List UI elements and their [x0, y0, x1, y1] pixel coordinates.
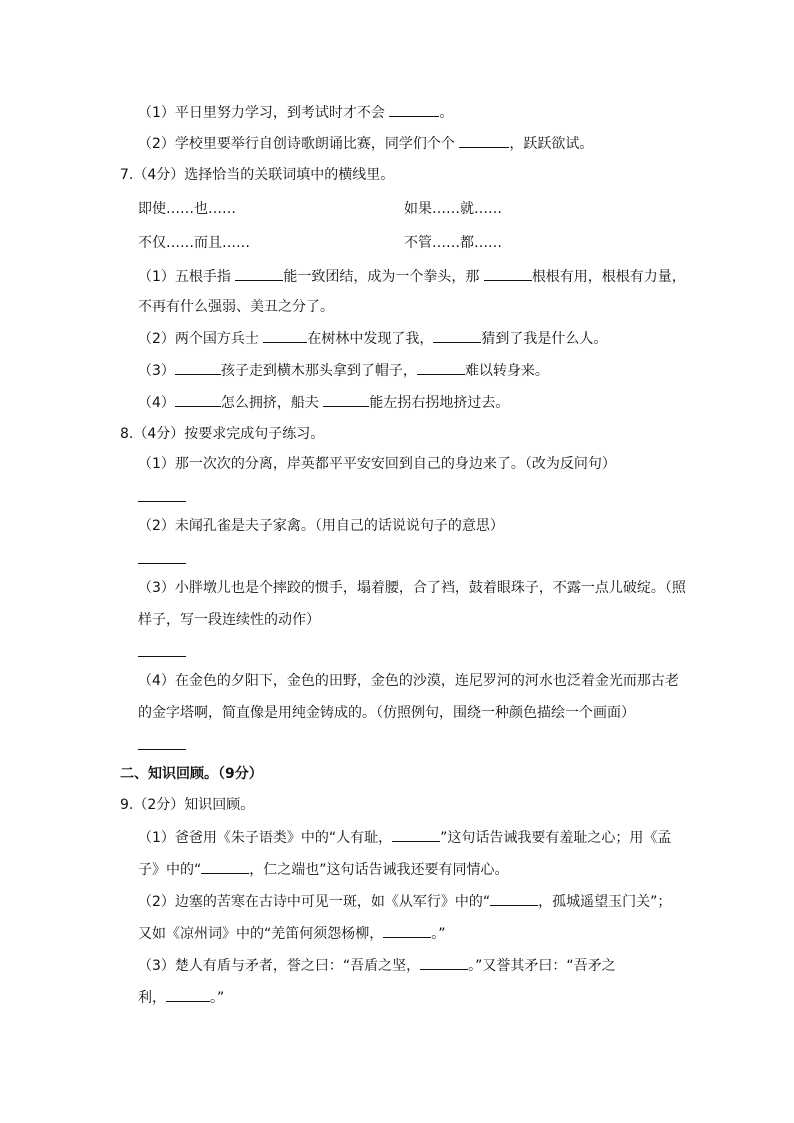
text: ”这句话告诫我要有羞耻之心；用《孟 [440, 830, 672, 846]
text: 利， [138, 990, 166, 1006]
text: （3） [138, 363, 175, 379]
text: 根根有用，根根有力量， [531, 269, 686, 285]
answer-blank[interactable] [235, 266, 283, 281]
text: 。 [439, 105, 454, 121]
q7-sentence-3 [138, 360, 549, 381]
answer-blank[interactable] [392, 827, 440, 842]
q8-answer-line-1[interactable] [138, 501, 186, 502]
text: 子》中的“ [138, 862, 202, 878]
q7-option-4: 不管……都…… [404, 235, 502, 251]
text: （1）平日里努力学习，到考试时才不会 [138, 105, 390, 121]
q8-answer-line-3[interactable] [138, 656, 186, 657]
answer-blank[interactable] [490, 891, 538, 906]
answer-blank[interactable] [417, 360, 465, 375]
q6-sentence-2 [138, 133, 593, 154]
q9-line-6 [138, 987, 224, 1008]
text: 怎么拥挤，船夫 [220, 395, 324, 411]
q8-sentence-4-cont: 的金字塔啊，简直像是用纯金铸成的。（仿照例句，围绕一种颜色描绘一个画面） [138, 705, 635, 721]
text: ，仁之端也”这句话告诫我还要有同情心。 [249, 862, 509, 878]
section-2-heading: 二、知识回顾。（9分） [120, 766, 263, 782]
text: ，孤城遥望玉门关”； [538, 894, 672, 910]
text: （3）楚人有盾与矛者，誉之曰：“吾盾之坚， [138, 958, 421, 974]
q7-title: 7.（4分）选择恰当的关联词填中的横线里。 [120, 167, 395, 183]
text: （4） [138, 395, 175, 411]
answer-blank[interactable] [201, 859, 249, 874]
answer-blank[interactable] [420, 955, 468, 970]
text: 在树林中发现了我， [307, 331, 434, 347]
text: 能左拐右拐地挤过去。 [369, 395, 510, 411]
q7-sentence-1 [138, 266, 686, 287]
q8-sentence-3-cont: 样子，写一段连续性的动作） [138, 612, 320, 628]
q7-option-1: 即使……也…… [138, 201, 236, 217]
text: 。”又誉其矛曰：“吾矛之 [468, 958, 616, 974]
answer-blank[interactable] [175, 392, 221, 407]
answer-blank[interactable] [459, 133, 509, 148]
answer-blank[interactable] [175, 360, 221, 375]
answer-blank[interactable] [433, 328, 481, 343]
q9-line-5 [138, 955, 616, 976]
q9-line-3 [138, 891, 671, 912]
answer-blank[interactable] [383, 923, 431, 938]
text: 能一致团结，成为一个拳头，那 [283, 269, 484, 285]
text: （1）爸爸用《朱子语类》中的“人有耻， [138, 830, 393, 846]
q7-option-3: 不仅……而且…… [138, 235, 250, 251]
q7-sentence-2 [138, 328, 607, 349]
text: 。” [431, 926, 446, 942]
text: （2）两个国方兵士 [138, 331, 264, 347]
answer-blank[interactable] [166, 987, 210, 1002]
q9-title: 9.（2分）知识回顾。 [120, 797, 255, 813]
q8-sentence-1: （1）那一次次的分离，岸英都平平安安回到自己的身边来了。（改为反问句） [138, 456, 616, 472]
answer-blank[interactable] [389, 102, 439, 117]
answer-blank[interactable] [484, 266, 532, 281]
q8-title: 8.（4分）按要求完成句子练习。 [120, 426, 325, 442]
q8-sentence-2: （2）未闻孔雀是夫子家禽。（用自己的话说说句子的意思） [138, 518, 504, 534]
answer-blank[interactable] [263, 328, 307, 343]
text: （1）五根手指 [138, 269, 236, 285]
q8-answer-line-4[interactable] [138, 749, 186, 750]
q7-sentence-4 [138, 392, 509, 413]
text: ，跃跃欲试。 [509, 136, 594, 152]
q9-line-2 [138, 859, 509, 880]
q9-line-1 [138, 827, 671, 848]
text: （2）学校里要举行自创诗歌朗诵比赛，同学们个个 [138, 136, 460, 152]
text: 难以转身来。 [464, 363, 549, 379]
q7-sentence-1-cont: 不再有什么强弱、美丑之分了。 [138, 299, 334, 315]
q9-line-4 [138, 923, 446, 944]
text: 又如《凉州词》中的“羌笛何须怨杨柳， [138, 926, 384, 942]
q8-answer-line-2[interactable] [138, 563, 186, 564]
text: 孩子走到横木那头拿到了帽子， [220, 363, 417, 379]
q6-sentence-1 [138, 102, 453, 123]
q8-sentence-4: （4）在金色的夕阳下，金色的田野，金色的沙漠，连尼罗河的河水也泛着金光而那古老 [138, 673, 679, 689]
q8-sentence-3: （3）小胖墩儿也是个摔跤的惯手，塌着腰，合了裆，鼓着眼珠子，不露一点儿破绽。（照 [138, 580, 686, 596]
text: （2）边塞的苦寒在古诗中可见一斑，如《从军行》中的“ [138, 894, 491, 910]
text: 猜到了我是什么人。 [481, 331, 608, 347]
text: 。” [210, 990, 225, 1006]
answer-blank[interactable] [323, 392, 369, 407]
q7-option-2: 如果……就…… [404, 201, 502, 217]
